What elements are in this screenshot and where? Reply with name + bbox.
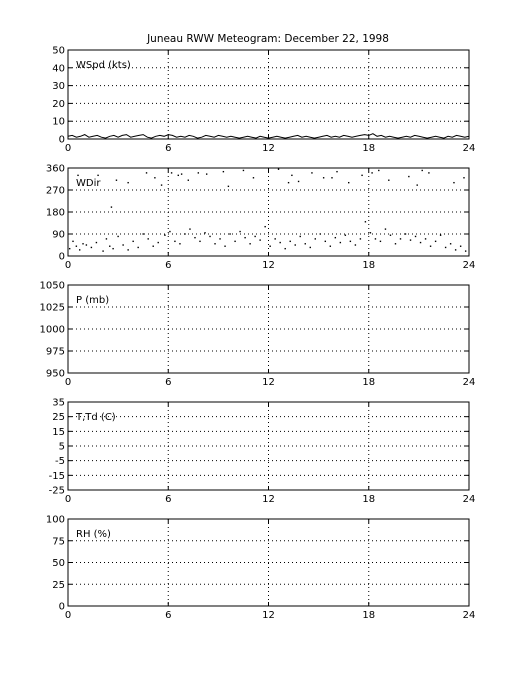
y-tick-label: 50 (52, 558, 65, 569)
data-point (116, 180, 117, 181)
data-point (320, 233, 321, 234)
data-point (415, 236, 416, 237)
data-point (385, 228, 386, 229)
data-point (370, 232, 371, 233)
data-point (450, 243, 451, 244)
data-point (72, 241, 73, 242)
y-tick-label: 950 (45, 368, 65, 380)
y-tick-label: 10 (52, 116, 65, 128)
x-tick-label: 18 (362, 494, 376, 505)
y-tick-label: 20 (52, 98, 65, 110)
y-tick-label: 35 (52, 397, 65, 409)
panels (40, 46, 476, 622)
data-point (199, 241, 200, 242)
data-point (254, 236, 255, 237)
data-point (331, 177, 332, 178)
y-tick-label: 270 (45, 185, 65, 197)
y-tick-label: 180 (45, 207, 65, 219)
data-point (422, 170, 423, 171)
data-point (430, 246, 431, 247)
data-point (417, 184, 418, 185)
data-point (345, 235, 346, 236)
data-point (127, 249, 128, 250)
data-point (86, 244, 87, 245)
y-tick-label: 360 (45, 163, 65, 175)
y-tick-label: 0 (58, 251, 65, 263)
panel-label: WSpd (kts) (76, 60, 131, 71)
data-point (259, 239, 260, 240)
data-point (178, 175, 179, 176)
panel-3 (40, 281, 476, 389)
data-point (154, 177, 155, 178)
panel-2 (46, 164, 475, 272)
data-point (463, 177, 464, 178)
data-point (300, 236, 301, 237)
y-tick-label: -15 (48, 470, 65, 482)
y-tick-label: 15 (52, 426, 65, 438)
data-point (243, 170, 244, 171)
data-point (410, 239, 411, 240)
y-tick-label: -5 (55, 456, 65, 468)
x-tick-label: 12 (262, 143, 275, 154)
x-tick-label: 24 (462, 260, 476, 271)
y-tick-label: -25 (48, 485, 65, 497)
data-point (420, 242, 421, 243)
data-point (465, 250, 466, 251)
data-point (209, 236, 210, 237)
data-point (400, 238, 401, 239)
x-tick-label: 24 (462, 610, 476, 621)
data-point (348, 182, 349, 183)
data-point (278, 169, 279, 170)
data-point (460, 246, 461, 247)
data-point (77, 175, 78, 176)
data-point (102, 250, 103, 251)
data-point (288, 182, 289, 183)
data-point (228, 186, 229, 187)
y-tick-label: 100 (45, 514, 65, 526)
data-point (142, 233, 143, 234)
x-tick-label: 12 (262, 610, 275, 621)
data-point (229, 233, 230, 234)
data-point (122, 244, 123, 245)
data-point (360, 238, 361, 239)
data-point (264, 226, 265, 227)
panel-5 (46, 515, 475, 622)
data-point (455, 249, 456, 250)
data-point (91, 247, 92, 248)
chart-title: Juneau RWW Meteogram: December 22, 1998 (147, 33, 389, 45)
data-point (244, 237, 245, 238)
data-point (371, 172, 372, 173)
data-point (127, 182, 128, 183)
panel-label: RH (%) (76, 529, 111, 540)
data-point (239, 231, 240, 232)
data-point (111, 206, 112, 207)
data-point (390, 235, 391, 236)
data-point (214, 243, 215, 244)
data-point (171, 172, 172, 173)
data-point (279, 242, 280, 243)
data-point (285, 248, 286, 249)
data-point (158, 242, 159, 243)
data-point (269, 246, 270, 247)
data-point (408, 176, 409, 177)
data-point (184, 233, 185, 234)
data-point (234, 241, 235, 242)
y-tick-label: 0 (58, 601, 65, 613)
data-point (405, 233, 406, 234)
data-point (188, 180, 189, 181)
data-point (148, 238, 149, 239)
data-point (106, 238, 107, 239)
x-tick-label: 0 (64, 143, 72, 154)
x-tick-label: 6 (165, 610, 172, 621)
data-point (117, 236, 118, 237)
x-tick-label: 6 (165, 377, 172, 388)
y-tick-label: 75 (52, 536, 65, 548)
data-point (291, 175, 292, 176)
panel-1 (52, 46, 475, 155)
data-point (97, 175, 98, 176)
data-point (298, 181, 299, 182)
data-point (96, 242, 97, 243)
data-point (146, 172, 147, 173)
y-tick-label: 0 (58, 134, 65, 146)
y-tick-label: 1000 (39, 324, 65, 336)
x-tick-label: 18 (362, 143, 376, 154)
data-point (253, 177, 254, 178)
data-point (181, 173, 182, 174)
y-tick-label: 975 (45, 346, 65, 358)
x-tick-label: 0 (64, 377, 72, 388)
data-point (206, 173, 207, 174)
x-tick-label: 18 (362, 260, 376, 271)
data-point (315, 238, 316, 239)
x-tick-label: 12 (262, 377, 275, 388)
data-point (440, 235, 441, 236)
data-point (179, 243, 180, 244)
data-point (311, 172, 312, 173)
data-point (350, 241, 351, 242)
panel-label: T,Td (C) (76, 412, 116, 423)
data-point (161, 184, 162, 185)
x-tick-label: 0 (64, 494, 72, 505)
data-point (223, 171, 224, 172)
data-point (132, 241, 133, 242)
data-point (153, 246, 154, 247)
y-tick-label: 50 (52, 45, 65, 57)
y-tick-label: 90 (52, 229, 65, 241)
data-point (335, 237, 336, 238)
data-point (290, 241, 291, 242)
data-point (109, 246, 110, 247)
data-point (76, 246, 77, 247)
data-point (330, 246, 331, 247)
data-point (224, 246, 225, 247)
y-tick-label: 40 (52, 63, 65, 75)
data-point (336, 171, 337, 172)
x-tick-label: 6 (165, 143, 172, 154)
data-point (169, 231, 170, 232)
data-point (428, 172, 429, 173)
data-point (137, 247, 138, 248)
x-tick-label: 24 (462, 143, 476, 154)
x-tick-label: 6 (165, 494, 172, 505)
data-point (249, 243, 250, 244)
data-point (425, 238, 426, 239)
x-tick-label: 18 (362, 377, 376, 388)
data-point (325, 241, 326, 242)
panel-4 (49, 398, 476, 506)
y-tick-label: 30 (52, 81, 65, 93)
data-point (164, 235, 165, 236)
data-point (388, 180, 389, 181)
x-tick-label: 6 (165, 260, 172, 271)
y-tick-label: 25 (52, 412, 65, 424)
data-point (435, 241, 436, 242)
data-point (375, 238, 376, 239)
x-tick-label: 0 (64, 610, 72, 621)
data-point (453, 182, 454, 183)
x-tick-label: 18 (362, 610, 376, 621)
panel-label: WDir (76, 178, 101, 189)
x-tick-label: 12 (262, 260, 275, 271)
data-point (189, 228, 190, 229)
data-point (445, 247, 446, 248)
data-point (361, 175, 362, 176)
x-tick-label: 24 (462, 494, 476, 505)
y-tick-label: 25 (52, 579, 65, 591)
x-tick-label: 12 (262, 494, 275, 505)
y-tick-label: 1025 (39, 302, 65, 314)
data-point (310, 247, 311, 248)
y-tick-label: 5 (58, 441, 65, 453)
data-point (198, 172, 199, 173)
data-point (365, 221, 366, 222)
x-tick-label: 0 (64, 260, 72, 271)
data-point (82, 243, 83, 244)
data-point (355, 244, 356, 245)
data-point (395, 243, 396, 244)
data-point (323, 177, 324, 178)
data-point (295, 244, 296, 245)
data-point (378, 170, 379, 171)
y-tick-label: 1050 (39, 280, 65, 292)
data-point (79, 249, 80, 250)
data-point (305, 243, 306, 244)
panel-label: P (mb) (76, 295, 110, 306)
data-point (194, 237, 195, 238)
data-point (219, 238, 220, 239)
data-point (274, 238, 275, 239)
data-point (174, 241, 175, 242)
x-tick-label: 24 (462, 377, 476, 388)
data-point (112, 248, 113, 249)
data-point (380, 241, 381, 242)
data-point (204, 232, 205, 233)
data-point (340, 242, 341, 243)
data-point (69, 248, 70, 249)
